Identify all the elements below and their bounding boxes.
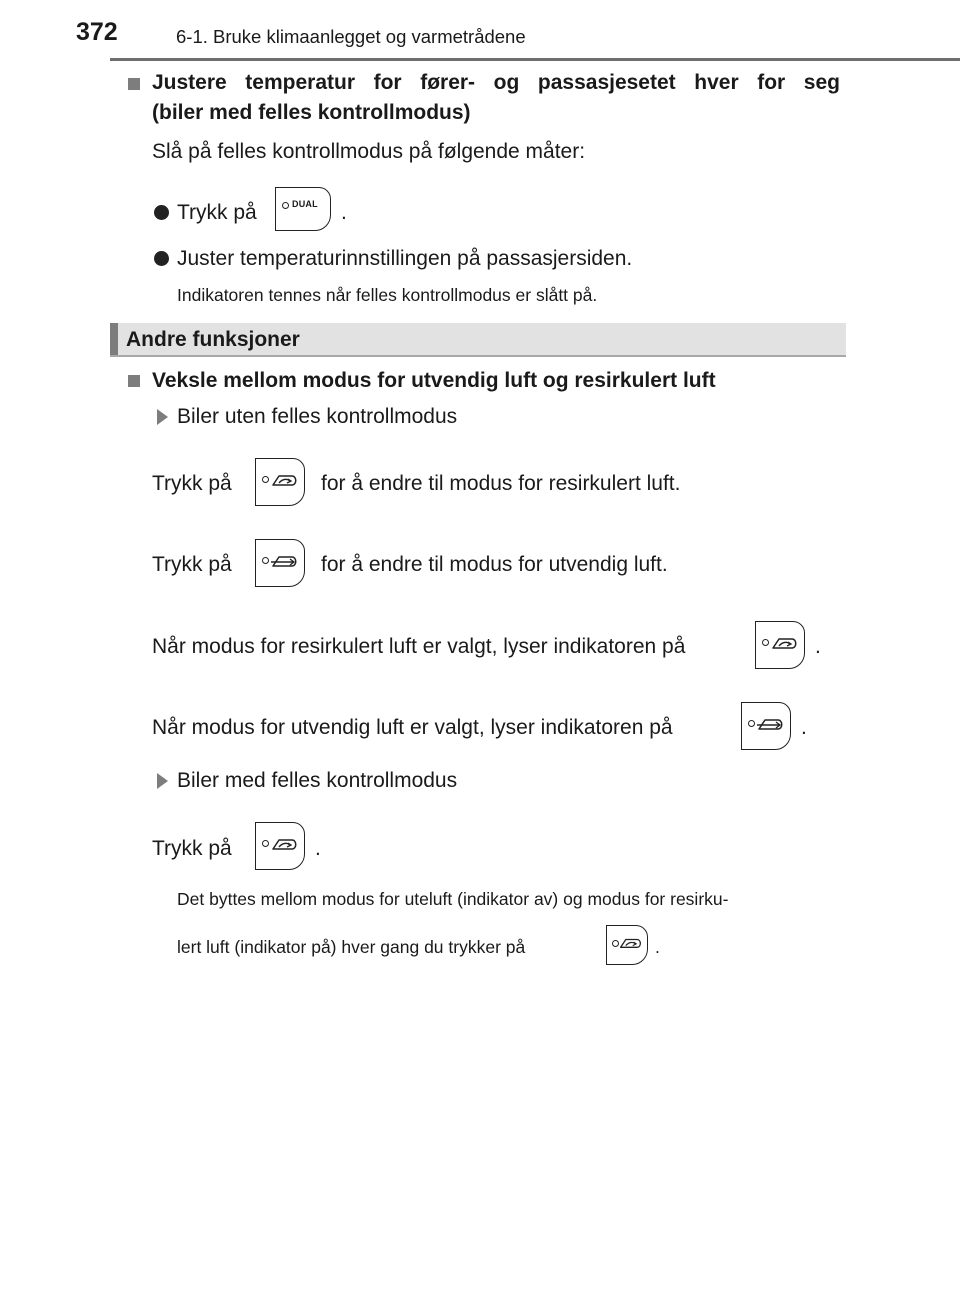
recirculated-air-icon [270,832,300,856]
note-line1: Det byttes mellom modus for uteluft (indikator av) og modus for resirku- [177,889,729,909]
page-number: 372 [76,18,118,46]
section-header-bar [110,323,846,357]
recirculated-air-icon [770,631,800,655]
bullet2-text: Juster temperaturinnstillingen på passasjersiden. [177,247,633,270]
chapter-title: 6-1. Bruke klimaanlegget og varmetrådene [176,26,526,47]
square-marker-icon [128,77,140,95]
outside-air-indicator-button[interactable] [741,702,791,750]
header-rule [110,58,960,61]
recirc-button[interactable] [255,822,305,870]
recirculated-air-icon [270,468,300,492]
press-period: . [315,837,321,860]
section1-note: Indikatoren tennes når felles kontrollmodus er slått på. [177,285,598,305]
recirc-button[interactable] [255,458,305,506]
square-marker-icon [128,374,140,392]
note-period: . [655,937,660,957]
outside-air-icon [270,549,300,573]
line1-text: for å endre til modus for resirkulert luft. [321,472,681,495]
outside-air-button[interactable] [255,539,305,587]
outside-air-icon [756,712,786,736]
bullet1-period: . [341,201,347,224]
sub-heading-with-dual: Biler med felles kontrollmodus [177,769,458,792]
line3-period: . [815,635,821,658]
recirc-button-small[interactable] [606,925,648,965]
sub-heading-without-dual: Biler uten felles kontrollmodus [177,405,458,428]
section2-heading: Veksle mellom modus for utvendig luft og resirkulert luft [152,369,716,392]
section1-heading-line2: (biler med felles kontrollmodus) [152,101,471,124]
triangle-arrow-icon [157,409,168,430]
line4-text: Når modus for utvendig luft er valgt, lyser indikatoren på [152,716,673,739]
section1-heading-line1: Justere temperatur for fører- og passasjesetet hver for seg [152,71,840,94]
recirc-indicator-button[interactable] [755,621,805,669]
section-title: Andre funksjoner [126,328,300,351]
line3-text: Når modus for resirkulert luft er valgt, lyser indikatoren på [152,635,686,658]
press-text: Trykk på [152,472,232,495]
line4-period: . [801,716,807,739]
bullet-icon [154,251,169,271]
dual-button-label: DUAL [292,199,318,209]
bullet1-text: Trykk på [177,201,257,224]
bullet-icon [154,205,169,225]
indicator-led-icon [282,202,289,209]
dual-button[interactable] [275,187,331,231]
recirculated-air-icon [618,932,644,954]
section1-intro: Slå på felles kontrollmodus på følgende måter: [152,140,586,163]
note-line2: lert luft (indikator på) hver gang du trykker på [177,937,526,957]
press-text: Trykk på [152,553,232,576]
press-text: Trykk på [152,837,232,860]
triangle-arrow-icon [157,773,168,794]
line2-text: for å endre til modus for utvendig luft. [321,553,668,576]
